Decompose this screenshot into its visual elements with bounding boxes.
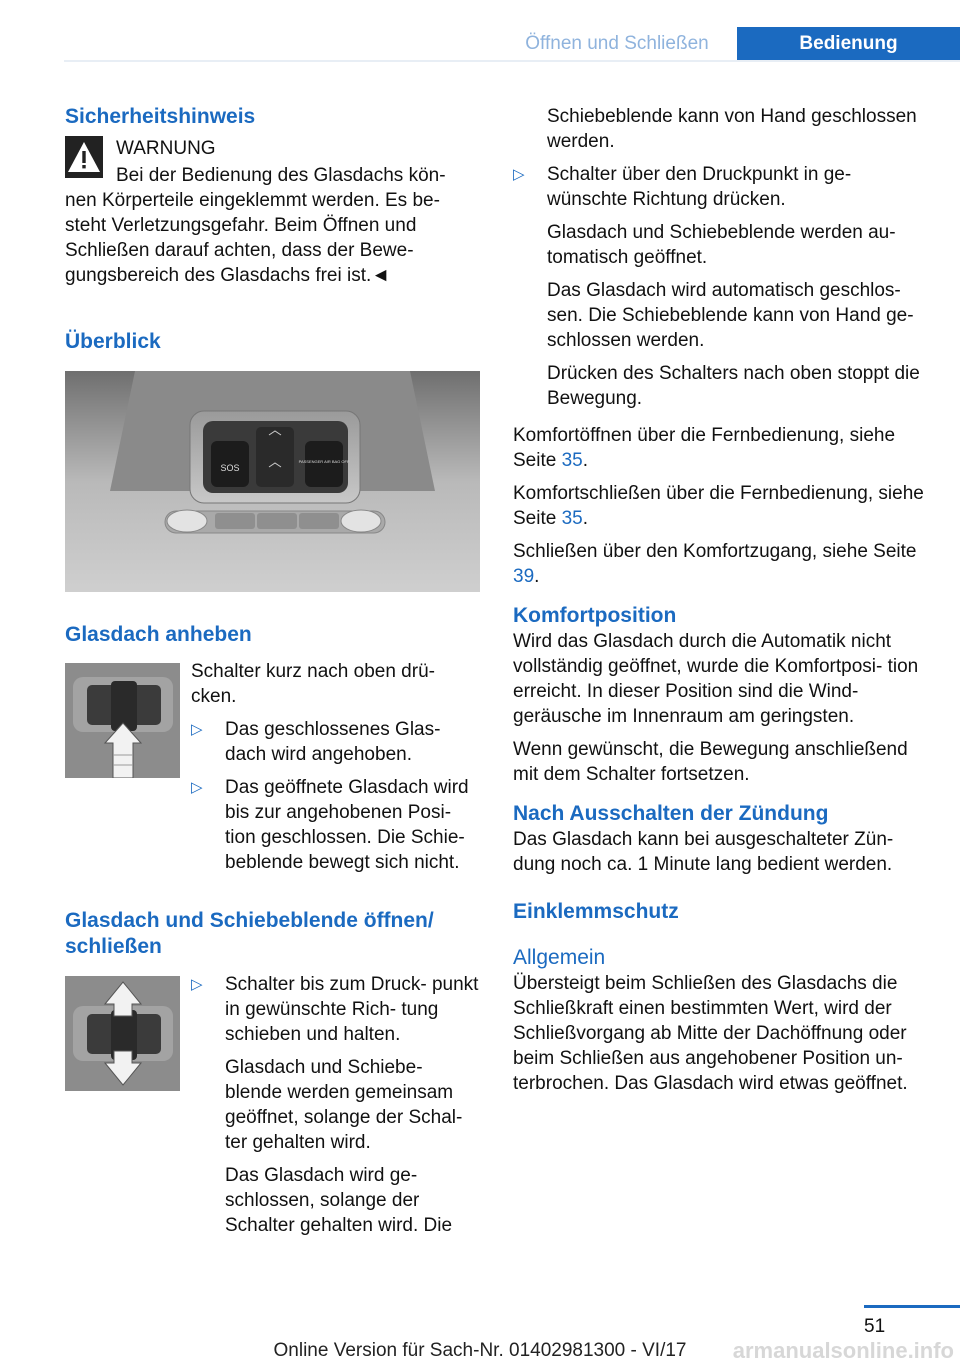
open-bullet: ▷ Schalter bis zum Druck- punkt in gewünschte Rich- tung schieben und halten.	[191, 974, 479, 1045]
pinch-heading: Einklemmschutz	[513, 900, 679, 923]
bullet-triangle-icon: ▷	[513, 166, 525, 183]
right-cont-text: Schiebeblende kann von Hand geschlossen werden.	[547, 106, 917, 152]
open-heading: Glasdach und Schiebeblende öffnen/ schließen	[65, 909, 434, 958]
lift-bullet-2: ▷ Das geöffnete Glasdach wird bis zur angehobenen Posi- tion geschlossen. Die Schie- beblende bewegt sich nicht.	[191, 777, 469, 873]
sos-label: SOS	[220, 463, 240, 473]
right-para-3: Drücken des Schalters nach oben stoppt die Bewegung.	[547, 363, 920, 409]
open-para-1: Glasdach und Schiebe- blende werden gemeinsam geöffnet, solange der Schal- ter gehalten wird.	[225, 1057, 463, 1153]
safety-heading: Sicherheitshinweis	[65, 105, 256, 128]
right-para-2: Das Glasdach wird automatisch geschlos- sen. Die Schiebeblende kann von Hand ge- schlossen werden.	[547, 280, 914, 351]
overview-image	[65, 371, 480, 592]
right-para-1: Glasdach und Schiebeblende werden au- tomatisch geöffnet.	[547, 222, 896, 268]
header-rule	[64, 60, 960, 62]
open-heading-wrap	[65, 908, 481, 960]
bullet-triangle-icon: ▷	[191, 721, 203, 738]
comfort-close-ref: Komfortschließen über die Fernbedienung, siehe Seite 35.	[513, 483, 924, 529]
header-tab-bedienung: Bedienung	[737, 27, 960, 61]
warning-label: WARNUNG	[116, 138, 216, 159]
lift-heading-wrap	[65, 622, 481, 648]
warning-text-first-line: Bei der Bedienung des Glasdachs kön-	[116, 165, 446, 186]
warning-block	[65, 136, 481, 188]
airbag-label: PASSENGER AIR BAG OFF	[298, 459, 350, 464]
page-link-35-b[interactable]: 35	[561, 508, 583, 529]
overview-heading-wrap	[65, 329, 481, 355]
lift-content	[191, 659, 481, 875]
watermark: armanualsonline.info	[732, 1338, 954, 1363]
open-para-2: Das Glasdach wird ge- schlossen, solange der Schalter gehalten wird. Die	[225, 1165, 453, 1236]
page-link-39[interactable]: 39	[513, 566, 535, 587]
open-image	[65, 976, 180, 1091]
lift-image	[65, 663, 180, 778]
ignition-para: Das Glasdach kann bei ausgeschalteter Zün- dung noch ca. 1 Minute lang bedient werden.	[513, 829, 894, 875]
warning-text: nen Körperteile eingeklemmt werden. Es be- steht Verletzungsgefahr. Beim Öffnen und Schließen darauf achten, dass der Bewe- gungsbereich des Glasdachs frei ist.◄	[65, 190, 440, 286]
general-para: Übersteigt beim Schließen des Glasdachs die Schließkraft einen bestimmten Wert, wird der Schließvorgang ab Mitte der Dachöffnung oder beim Schließen aus angehobener Position un- terbrochen. Das Glasdach wird etwas geöffnet.	[513, 973, 908, 1094]
left-column-top	[65, 104, 481, 288]
page-link-35[interactable]: 35	[561, 450, 583, 471]
bullet-triangle-icon: ▷	[191, 779, 203, 796]
online-version: Online Version für Sach-Nr. 01402981300 - VI/17	[273, 1340, 687, 1361]
lift-heading: Glasdach anheben	[65, 623, 252, 646]
right-column	[513, 104, 933, 1096]
comfort-para-2: Wenn gewünscht, die Bewegung anschließend mit dem Schalter fortsetzen.	[513, 739, 908, 785]
switch-up-illustration	[65, 663, 180, 778]
right-bullet: ▷ Schalter über den Druckpunkt in ge- wünschte Richtung drücken.	[513, 164, 852, 210]
footer-rule	[864, 1305, 960, 1308]
comfort-open-ref: Komfortöffnen über die Fernbedienung, siehe Seite 35.	[513, 425, 896, 471]
header-section-label: Öffnen und Schließen	[525, 33, 709, 54]
comfort-para-1: Wird das Glasdach durch die Automatik nicht vollständig geöffnet, wurde die Komfortposi- tion erreicht. In dieser Position sind die Wind- geräusche im Innenraum am geringsten.	[513, 631, 919, 727]
lift-intro: Schalter kurz nach oben drü- cken.	[191, 661, 435, 707]
bullet-triangle-icon: ▷	[191, 976, 203, 993]
overview-heading: Überblick	[65, 330, 161, 353]
lift-bullet-1: ▷ Das geschlossenes Glas- dach wird angehoben.	[191, 719, 441, 765]
overhead-console-illustration	[65, 371, 480, 592]
comfort-access-ref: Schließen über den Komfortzugang, siehe Seite 39.	[513, 541, 917, 587]
ignition-heading: Nach Ausschalten der Zündung	[513, 802, 829, 825]
comfort-heading: Komfortposition	[513, 604, 677, 627]
page-number: 51	[864, 1316, 886, 1337]
warning-triangle-icon	[65, 136, 103, 178]
open-content	[191, 972, 481, 1238]
switch-updown-illustration	[65, 976, 180, 1091]
general-heading: Allgemein	[513, 946, 606, 969]
